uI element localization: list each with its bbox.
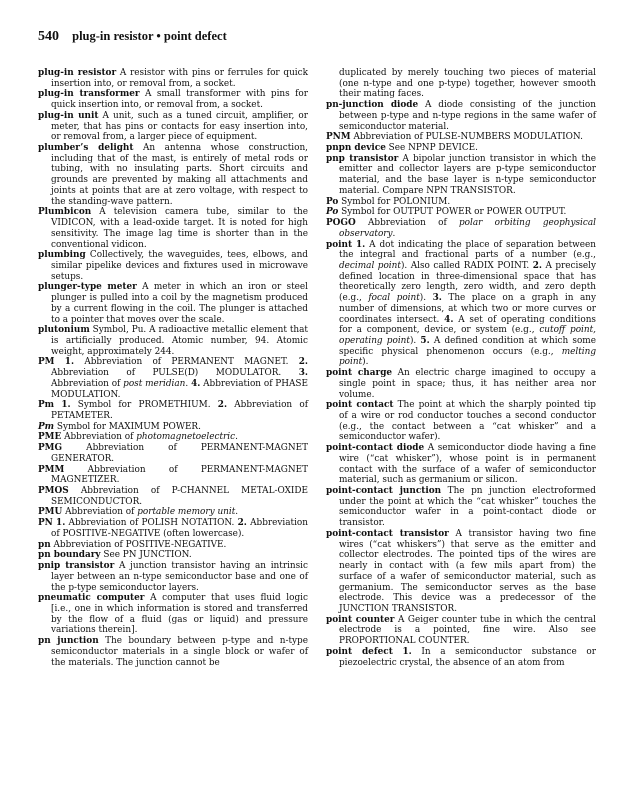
italic-text: cutoff point, operating point (339, 325, 596, 346)
definition-text: A computer that uses fluid logic [i.e., one in which information is stored and transferred by the flow of a fluid (gas or liquid) and pressure variations therein]. (51, 593, 308, 636)
dictionary-entry (38, 507, 308, 518)
running-title: plug-in resistor • point defect (72, 29, 227, 43)
dictionary-entry (326, 486, 596, 529)
dictionary-entry (326, 218, 596, 239)
definition-text: Abbreviation of POSITIVE-NEGATIVE. (50, 539, 227, 550)
entry-term: PMM (38, 464, 65, 475)
definition-text: ). (362, 357, 369, 368)
definition-text: A precisely defined location in three-dimensional space that has theoretically zero length, zero width, and zero depth (e.g., (339, 260, 596, 304)
entry-term: PMOS (38, 486, 69, 497)
entry-term: pn (38, 539, 51, 550)
definition-text: Abbreviation of PETAMETER. (51, 400, 308, 421)
entry-term: plug-in unit (38, 110, 99, 121)
sense-number: 2. (532, 260, 542, 271)
entry-term: PM (38, 357, 55, 368)
definition-text: A defined condition at which some specific physical phenomenon occurs (e.g., (339, 335, 596, 357)
dictionary-entry (326, 100, 596, 132)
definition-text: A transistor having two fine wires (“cat whiskers”) that serve as the emitter and collector electrodes. The pointed tips of the wires are nearly in contact with (a few mils apart from) the surface of a wafer of semiconductor material, such as germanium. The semiconductor serves as the base electrode. This device was a predecessor of the JUNCTION TRANSISTOR. (339, 528, 596, 614)
entry-term: PNM (326, 132, 351, 143)
definition-text: ). Also called RADIX POINT. (400, 260, 533, 271)
sense-number: 2. (237, 518, 247, 529)
dictionary-entry (38, 518, 308, 539)
definition-text: Abbreviation of PERMANENT-MAGNET GENERATOR. (51, 443, 308, 464)
dictionary-entry (38, 325, 308, 357)
dictionary-entry (38, 443, 308, 464)
definition-text: An electric charge imagined to occupy a single point in space; thus, it has neither area nor volume. (339, 368, 596, 400)
entry-term: PMG (38, 443, 63, 454)
dictionary-entry (38, 68, 308, 89)
definition-text: An antenna whose construction, including that of the mast, is entirely of metal rods or tubing, with no insulating parts. Short circuits and grounds are prevented by making all attachments and joints at points that are at zero voltage, with respect to the standing-wave pattern. (51, 143, 308, 207)
entry-term: plutonium (38, 325, 90, 336)
definition-text: A small transformer with pins for quick insertion into, or removal from, a socket. (51, 89, 308, 111)
dictionary-entry (38, 465, 308, 486)
entry-term: plunger-type meter (38, 282, 137, 293)
definition-text: Abbreviation of (61, 432, 137, 443)
entry-term: plumbing (38, 250, 86, 261)
italic-text: focal point (368, 293, 420, 304)
definition-text: Abbreviation of PERMANENT MAGNET. (74, 357, 299, 368)
definition-text: See NPNP DEVICE. (385, 143, 478, 154)
entry-term: plug-in resistor (38, 68, 117, 78)
definition-text: A Geiger counter tube in which the central electrode is a pointed, fine wire. Also see PROPORTIONAL COUNTER. (339, 614, 596, 647)
definition-text: ). (409, 335, 421, 346)
entry-term: pn-junction diode (326, 100, 419, 111)
entry-term: PMU (38, 507, 63, 518)
entry-term: point-contact junction (326, 486, 442, 497)
entry-term: point charge (326, 368, 393, 379)
definition-text: The boundary between p-type and n-type semiconductor materials in a single block or wafer of the materials. The junction cannot be (51, 636, 308, 668)
definition-text: Symbol, Pu. A radioactive metallic element that is artificially produced. Atomic number, 94. Atomic weight, approximately 244. (51, 325, 308, 357)
definition-text: Abbreviation of PULSE-NUMBERS MODULATION. (350, 132, 583, 143)
definition-text: A unit, such as a tuned circuit, amplifier, or meter, that has pins or contacts for easy insertion into, or removal from, a larger piece of equipment. (51, 110, 308, 143)
dictionary-entry (38, 561, 308, 593)
entry-term: POGO (326, 218, 356, 229)
entry-continuation (326, 68, 596, 100)
definition-text: Abbreviation of (51, 378, 124, 389)
entry-term: pnip transistor (38, 561, 115, 572)
sense-number: 3. (298, 368, 308, 379)
definition-text: . (392, 228, 396, 239)
italic-text: portable memory unit (137, 507, 236, 518)
sense-number: 1. (56, 518, 66, 529)
dictionary-entry (38, 540, 308, 551)
definition-text: A meter in which an iron or steel plunger is pulled into a coil by the magnetism produced by a current flowing in the coil. The plunger is attached to a pointer that moves over the scale. (51, 282, 309, 325)
dictionary-entry (38, 422, 308, 433)
sense-number: 3. (432, 293, 442, 304)
definition-text: Abbreviation of POLISH NOTATION. (65, 518, 238, 529)
entry-term: Po (326, 207, 339, 218)
dictionary-entry (326, 207, 596, 218)
entry-term: pn boundary (38, 550, 101, 561)
definition-text: Abbreviation of (62, 507, 138, 518)
definition-text: Abbreviation of POSITIVE-NEGATIVE (often lowercase). (51, 518, 308, 539)
sense-number: 1. (64, 357, 75, 368)
definition-text: duplicated by merely touching two pieces of material (one n-type and one p-type) together, however smooth their mating faces. (339, 68, 596, 100)
sense-number: 2. (298, 357, 308, 368)
entry-term: pnpn device (326, 143, 386, 154)
dictionary-entry (38, 282, 308, 325)
entry-term: point counter (326, 614, 395, 625)
dictionary-entry (326, 400, 596, 443)
entry-term: PN (38, 518, 53, 529)
entry-term: Plumbicon (38, 207, 92, 218)
dictionary-entry (326, 529, 596, 615)
definition-text: A bipolar junction transistor in which the emitter and collector layers are p-type semiconductor material, and the base layer is n-type semiconductor material. Compare NPN TRANSISTOR. (339, 153, 596, 196)
definition-text: Abbreviation of PHASE MODULATION. (51, 378, 308, 400)
definition-text: Symbol for PROMETHIUM. (70, 400, 218, 411)
definition-text: . (235, 432, 238, 443)
dictionary-entry (38, 357, 308, 400)
sense-number: 4. (444, 314, 454, 325)
dictionary-entry (38, 400, 308, 421)
definition-text: The pn junction electroformed under the point at which the “cat whisker” touches the semiconductor wafer in a point-contact diode or transistor. (339, 486, 596, 529)
definition-text: A diode consisting of the junction between p-type and n-type regions in the same wafer of semiconductor material. (339, 100, 596, 132)
definition-text: Abbreviation of PULSE(D) MODULATOR. (51, 368, 299, 379)
sense-number: 1. (61, 400, 71, 411)
dictionary-entry (326, 647, 596, 668)
entry-term: point contact (326, 400, 394, 411)
definition-text: A junction transistor having an intrinsic layer between an n-type semiconductor base and one of the p-type semiconductor layers. (51, 561, 308, 593)
dictionary-entry (38, 111, 308, 143)
entry-term: point-contact diode (326, 443, 425, 454)
right-column (326, 68, 596, 668)
entry-term: pnp transistor (326, 153, 399, 164)
italic-text: post meridian (123, 378, 186, 389)
definition-text: In a semiconductor substance or piezoelectric crystal, the absence of an atom from (339, 646, 596, 668)
dictionary-entry (38, 593, 308, 636)
italic-text: photomagnetoelectric (136, 432, 236, 443)
definition-text: A semiconductor diode having a fine wire (“cat whisker”), whose point is in permanent contact with the surface of a wafer of semiconductor material, such as germanium or silicon. (339, 443, 596, 486)
dictionary-entry (38, 432, 308, 443)
dictionary-entry (38, 207, 308, 250)
dictionary-entry (326, 197, 596, 208)
dictionary-entry (326, 615, 596, 647)
entry-term: plumber’s delight (38, 143, 134, 154)
definition-text (55, 357, 65, 367)
definition-text: A dot indicating the place of separation between the integral and fractional parts of a number (e.g., (339, 239, 596, 261)
definition-text: . (235, 507, 239, 518)
italic-text: polar orbiting geophysical observatory (339, 218, 596, 239)
entry-term: Po (326, 196, 339, 207)
dictionary-entry (38, 550, 308, 561)
dictionary-entry (326, 240, 596, 369)
entry-term: point-contact transistor (326, 528, 449, 539)
dictionary-entry (326, 143, 596, 154)
definition-text: Symbol for OUTPUT POWER or POWER OUTPUT. (338, 207, 567, 218)
sense-number: 1. (402, 646, 412, 657)
definition-text: A resistor with pins or ferrules for quick insertion into, or removal from, a socket. (51, 68, 308, 89)
running-header (38, 29, 227, 45)
page-number: 540 (38, 29, 59, 44)
entry-term: Pm (38, 400, 55, 411)
definition-text: Abbreviation of PERMANENT-MAGNET MAGNETIZER. (51, 464, 308, 486)
definition-text: Abbreviation of (355, 218, 459, 229)
dictionary-entry (326, 132, 596, 143)
dictionary-entry (326, 154, 596, 197)
entry-term: point defect (326, 646, 393, 657)
definition-text: Symbol for MAXIMUM POWER. (54, 421, 201, 432)
entry-term: PME (38, 432, 62, 443)
left-column (38, 68, 308, 668)
dictionary-entry (38, 486, 308, 507)
italic-text: melting point (339, 346, 596, 368)
sense-number: 1. (355, 239, 366, 250)
sense-number: 4. (191, 378, 201, 389)
dictionary-entry (326, 368, 596, 400)
entry-term: pn junction (38, 636, 99, 647)
sense-number: 5. (420, 335, 430, 346)
definition-text: See PN JUNCTION. (100, 550, 192, 561)
definition-text: The place on a graph in any number of dimensions, at which two or more curves or coordinates intersect. (339, 293, 596, 325)
definition-text: Collectively, the waveguides, tees, elbows, and similar pipelike devices and fixtures used in microwave setups. (51, 250, 308, 282)
dictionary-entry (326, 443, 596, 486)
dictionary-entry (38, 636, 308, 668)
definition-text: Symbol for POLONIUM. (338, 196, 451, 207)
definition-text: ). (419, 293, 433, 304)
entry-term: pneumatic computer (38, 593, 145, 604)
definition-text: Abbreviation of P-CHANNEL METAL-OXIDE SEMICONDUCTOR. (51, 486, 308, 507)
dictionary-entry (38, 89, 308, 110)
definition-text: The point at which the sharply pointed tip of a wire or rod conductor touches a second conductor (e.g., the contact between a “cat whisker” and a semiconductor wafer). (339, 400, 596, 443)
definition-text: A television camera tube, similar to the VIDICON, with a lead-oxide target. It is noted for high sensitivity. The image lag time is shorter than in the conventional vidicon. (51, 207, 308, 250)
italic-text: decimal point (339, 260, 401, 271)
definition-text: . (185, 378, 192, 389)
sense-number: 2. (217, 400, 228, 411)
definition-text: A set of operating conditions for a component, device, or system (e.g., (339, 314, 596, 336)
entry-term: point (326, 239, 353, 250)
definition-text (393, 647, 403, 657)
dictionary-entry (38, 250, 308, 282)
dictionary-entry (38, 143, 308, 207)
entry-term: Pm (38, 421, 55, 432)
entry-term: plug-in transformer (38, 89, 140, 100)
